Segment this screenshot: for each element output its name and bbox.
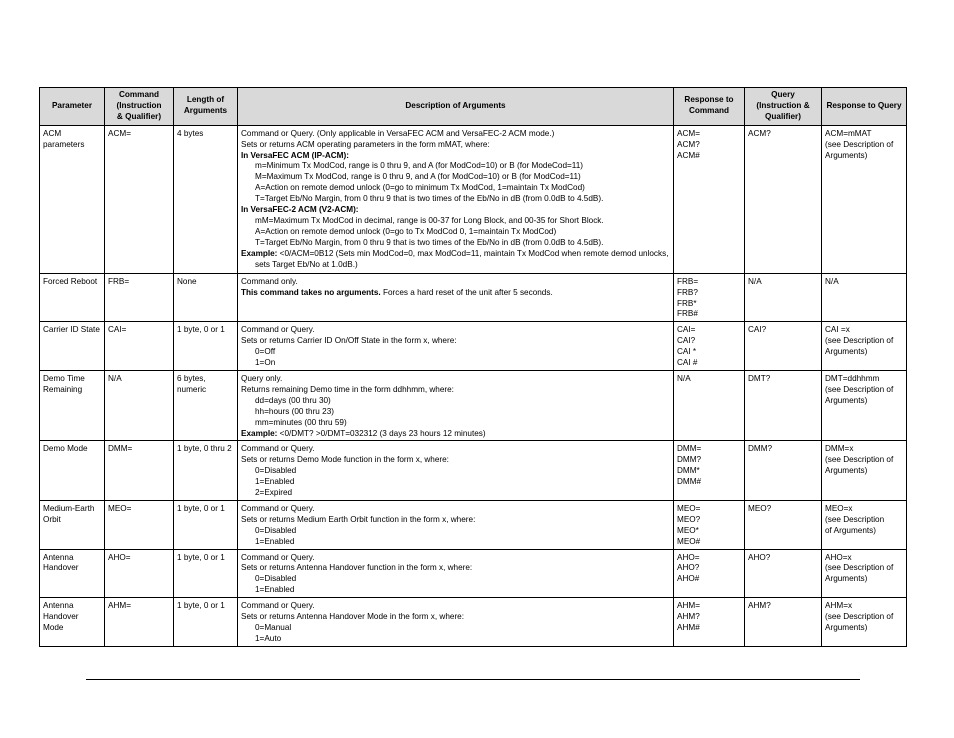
description-text: 1=Auto (255, 633, 282, 643)
response-to-query-cell-line: AHO=x (825, 552, 852, 562)
response-to-query-cell (822, 598, 907, 647)
length-cell: None (174, 273, 238, 322)
description-line (241, 151, 671, 162)
response-to-query-cell-line: Arguments) (825, 623, 868, 632)
description-text: sets Target Eb/No at 1.0dB.) (255, 259, 358, 269)
parameter-cell-line: Medium-Earth (43, 503, 95, 513)
header-response-to-query: Response to Query (822, 88, 907, 126)
parameter-cell (40, 370, 105, 440)
length-cell: 1 byte, 0 or 1 (174, 500, 238, 549)
response-to-command-cell-line: FRB* (677, 298, 697, 308)
description-text: Example: (241, 248, 278, 258)
response-to-command-cell-line: AHM# (677, 623, 700, 632)
description-line (241, 249, 671, 260)
response-to-command-cell-line: CAI * (677, 347, 697, 357)
description-text: Command or Query. (241, 601, 315, 611)
description-line (241, 407, 671, 418)
query-cell: AHM? (745, 598, 822, 647)
description-line (241, 205, 671, 216)
parameter-cell (40, 273, 105, 322)
parameter-cell-line: Antenna (43, 552, 74, 562)
description-text: Command or Query. (241, 503, 315, 513)
response-to-query-cell (822, 441, 907, 501)
command-cell: CAI= (105, 322, 174, 371)
description-line (241, 385, 671, 396)
description-line (241, 227, 671, 238)
parameter-cell-line: Demo Mode (43, 444, 88, 454)
response-to-command-cell-line: FRB= (677, 276, 699, 286)
description-text: mm=minutes (00 thru 59) (255, 417, 347, 427)
query-cell: CAI? (745, 322, 822, 371)
response-to-command-cell-line: AHO# (677, 574, 700, 584)
description-line (241, 488, 671, 499)
description-rest: Forces a hard reset of the unit after 5 seconds. (380, 287, 553, 297)
parameter-cell-line: Forced Reboot (43, 276, 98, 286)
length-cell: 1 byte, 0 thru 2 (174, 441, 238, 501)
description-text: T=Target Eb/No Margin, from 0 thru 9 that is two times of the Eb/No in dB (from 0.0dB to 4.5dB). (255, 194, 604, 204)
description-line (241, 444, 671, 455)
query-cell: ACM? (745, 125, 822, 273)
response-to-command-cell (674, 322, 745, 371)
response-to-query-cell-line: DMM=x (825, 444, 854, 454)
parameter-cell-line: Mode (43, 623, 64, 632)
length-cell: 1 byte, 0 or 1 (174, 322, 238, 371)
description-line (241, 537, 671, 548)
response-to-query-cell-line: DMT=ddhhmm (825, 373, 880, 383)
table-row (40, 273, 907, 322)
response-to-command-cell (674, 598, 745, 647)
command-cell: ACM= (105, 125, 174, 273)
description-line (241, 277, 671, 288)
description-text: dd=days (00 thru 30) (255, 395, 331, 405)
query-cell: DMT? (745, 370, 822, 440)
response-to-query-cell-line: ACM=mMAT (825, 128, 872, 138)
description-text: Command or Query. (241, 552, 315, 562)
header-length: Length of Arguments (174, 88, 238, 126)
description-text: mM=Maximum Tx ModCod in decimal, range is 00-37 for Long Block, and 00-35 for Short Block. (255, 215, 604, 225)
table-row (40, 500, 907, 549)
response-to-command-cell (674, 370, 745, 440)
description-text: Command or Query. (Only applicable in VersaFEC ACM and VersaFEC-2 ACM mode.) (241, 128, 555, 138)
query-cell: AHO? (745, 549, 822, 598)
description-text: Command only. (241, 276, 298, 286)
response-to-command-cell (674, 549, 745, 598)
response-to-command-cell-line: MEO* (677, 525, 699, 535)
description-line (241, 574, 671, 585)
description-line (241, 563, 671, 574)
description-text: 1=Enabled (255, 477, 295, 487)
description-line (241, 194, 671, 205)
length-cell: 1 byte, 0 or 1 (174, 549, 238, 598)
description-line (241, 288, 671, 299)
response-to-query-cell-line: (see Description of (825, 612, 894, 622)
response-to-command-cell (674, 273, 745, 322)
parameter-cell-line: Remaining (43, 384, 83, 394)
description-text: 0=Disabled (255, 574, 297, 584)
response-to-query-cell-line: N/A (825, 276, 839, 286)
response-to-command-cell-line: CAI # (677, 358, 698, 368)
parameter-cell-line: ACM (43, 128, 62, 138)
parameter-cell-line: Demo Time (43, 373, 85, 383)
description-line (241, 347, 671, 358)
parameter-cell-line: Handover (43, 563, 79, 573)
response-to-query-cell (822, 370, 907, 440)
response-to-query-cell-line: Arguments) (825, 347, 868, 357)
description-line (241, 336, 671, 347)
parameter-cell-line: parameters (43, 139, 85, 149)
response-to-query-cell-line: AHM=x (825, 601, 853, 611)
description-text: 0=Manual (255, 623, 292, 632)
response-to-query-cell-line: (see Description of (825, 139, 894, 149)
description-text: hh=hours (00 thru 23) (255, 406, 334, 416)
description-text: A=Action on remote demod unlock (0=go to minimum Tx ModCod, 1=maintain Tx ModCod) (255, 183, 585, 193)
description-text: 0=Disabled (255, 525, 297, 535)
description-line (241, 172, 671, 183)
description-text: 2=Expired (255, 488, 293, 498)
description-line (241, 526, 671, 537)
response-to-command-cell-line: DMM* (677, 466, 700, 476)
response-to-query-cell-line: Arguments) (825, 466, 868, 476)
description-text: Sets or returns Antenna Handover Mode in the form x, where: (241, 612, 464, 622)
table-row (40, 549, 907, 598)
response-to-query-cell (822, 322, 907, 371)
response-to-command-cell (674, 441, 745, 501)
parameter-cell (40, 549, 105, 598)
description-line (241, 325, 671, 336)
length-cell: 6 bytes, numeric (174, 370, 238, 440)
table-row (40, 441, 907, 501)
description-rest: <0/DMT? >0/DMT=032312 (3 days 23 hours 12 minutes) (277, 428, 486, 438)
description-line (241, 477, 671, 488)
parameter-cell-line: Antenna (43, 601, 74, 611)
description-cell (238, 500, 674, 549)
response-to-command-cell-line: ACM# (677, 150, 700, 160)
description-text: Sets or returns Antenna Handover function in the form x, where: (241, 563, 473, 573)
query-cell: N/A (745, 273, 822, 322)
description-cell (238, 125, 674, 273)
header-parameter: Parameter (40, 88, 105, 126)
parameter-cell (40, 125, 105, 273)
description-text: Sets or returns Medium Earth Orbit function in the form x, where: (241, 514, 476, 524)
response-to-query-cell (822, 273, 907, 322)
command-cell: AHO= (105, 549, 174, 598)
header-query: Query (Instruction & Qualifier) (745, 88, 822, 126)
description-text: Sets or returns Carrier ID On/Off State in the form x, where: (241, 336, 457, 346)
response-to-query-cell (822, 500, 907, 549)
response-to-query-cell-line: (see Description of (825, 336, 894, 346)
description-line (241, 374, 671, 385)
response-to-command-cell-line: CAI? (677, 336, 696, 346)
description-line (241, 183, 671, 194)
parameter-cell-line: Handover (43, 612, 79, 622)
response-to-command-cell-line: DMM? (677, 455, 702, 465)
description-line (241, 455, 671, 466)
description-text: Sets or returns ACM operating parameters in the form mMAT, where: (241, 139, 490, 149)
command-cell: AHM= (105, 598, 174, 647)
description-line (241, 634, 671, 645)
description-text: In VersaFEC ACM (IP-ACM): (241, 150, 349, 160)
description-line (241, 601, 671, 612)
description-line (241, 553, 671, 564)
parameter-cell-line: Carrier ID State (43, 325, 100, 335)
response-to-command-cell-line: AHM? (677, 612, 700, 622)
description-cell (238, 598, 674, 647)
response-to-command-cell-line: MEO# (677, 536, 701, 546)
header-description: Description of Arguments (238, 88, 674, 126)
description-line (241, 612, 671, 623)
description-text: Sets or returns Demo Mode function in the form x, where: (241, 455, 449, 465)
response-to-query-cell-line: (see Description of (825, 563, 894, 573)
description-line (241, 216, 671, 227)
description-cell (238, 370, 674, 440)
description-line (241, 585, 671, 596)
response-to-command-cell-line: MEO= (677, 503, 701, 513)
header-command: Command (Instruction & Qualifier) (105, 88, 174, 126)
description-line (241, 466, 671, 477)
table-body (40, 125, 907, 646)
description-cell (238, 549, 674, 598)
command-cell: DMM= (105, 441, 174, 501)
response-to-query-cell-line: (see Description (825, 514, 885, 524)
description-text: 1=Enabled (255, 536, 295, 546)
response-to-command-cell-line: MEO? (677, 514, 701, 524)
description-text: 0=Disabled (255, 466, 297, 476)
description-text: Returns remaining Demo time in the form ddhhmm, where: (241, 384, 454, 394)
command-table (39, 87, 907, 647)
description-text: In VersaFEC-2 ACM (V2-ACM): (241, 205, 359, 215)
description-line (241, 396, 671, 407)
command-cell: MEO= (105, 500, 174, 549)
response-to-query-cell-line: CAI =x (825, 325, 850, 335)
response-to-query-cell (822, 125, 907, 273)
description-cell (238, 441, 674, 501)
response-to-command-cell-line: ACM= (677, 128, 700, 138)
parameter-cell (40, 598, 105, 647)
query-cell: DMM? (745, 441, 822, 501)
response-to-command-cell-line: DMM= (677, 444, 702, 454)
description-text: M=Maximum Tx ModCod, range is 0 thru 9, and A (for ModCod=10) or B (for ModCod=11) (255, 172, 581, 182)
length-cell: 1 byte, 0 or 1 (174, 598, 238, 647)
parameter-cell (40, 500, 105, 549)
command-cell: N/A (105, 370, 174, 440)
parameter-cell (40, 441, 105, 501)
description-line (241, 260, 671, 271)
description-text: T=Target Eb/No Margin, from 0 thru 9 that is two times of the Eb/No in dB (from 0.0dB to 4.5dB). (255, 237, 604, 247)
description-line (241, 515, 671, 526)
response-to-command-cell-line: DMM# (677, 477, 702, 487)
description-line (241, 161, 671, 172)
response-to-command-cell-line: FRB? (677, 287, 698, 297)
response-to-command-cell-line: N/A (677, 373, 691, 383)
response-to-query-cell-line: (see Description of (825, 384, 894, 394)
description-line (241, 238, 671, 249)
description-line (241, 504, 671, 515)
response-to-command-cell (674, 125, 745, 273)
query-cell: MEO? (745, 500, 822, 549)
description-text: 1=Enabled (255, 585, 295, 595)
response-to-command-cell (674, 500, 745, 549)
description-line (241, 129, 671, 140)
response-to-query-cell-line: Arguments) (825, 574, 868, 584)
description-text: 0=Off (255, 347, 276, 357)
footer-rule (86, 679, 860, 680)
description-line (241, 623, 671, 634)
description-text: This command takes no arguments. (241, 287, 381, 297)
description-cell (238, 322, 674, 371)
response-to-command-cell-line: FRB# (677, 309, 698, 319)
description-line (241, 429, 671, 440)
response-to-query-cell-line: of Arguments) (825, 525, 876, 535)
response-to-command-cell-line: AHM= (677, 601, 700, 611)
table-row (40, 370, 907, 440)
command-cell: FRB= (105, 273, 174, 322)
description-text: Command or Query. (241, 325, 315, 335)
description-line (241, 358, 671, 369)
table-row (40, 598, 907, 647)
description-cell (238, 273, 674, 322)
description-line (241, 140, 671, 151)
response-to-command-cell-line: AHO= (677, 552, 700, 562)
response-to-command-cell-line: CAI= (677, 325, 696, 335)
table-row (40, 125, 907, 273)
description-text: A=Action on remote demod unlock (0=go to Tx ModCod 0, 1=maintain Tx ModCod) (255, 226, 557, 236)
response-to-command-cell-line: AHO? (677, 563, 700, 573)
description-text: Example: (241, 428, 278, 438)
description-text: m=Minimum Tx ModCod, range is 0 thru 9, and A (for ModCod=10) or B (for ModeCod=11) (255, 161, 584, 171)
description-text: 1=On (255, 358, 276, 368)
response-to-command-cell-line: ACM? (677, 139, 700, 149)
parameter-cell (40, 322, 105, 371)
header-row (40, 88, 907, 126)
description-text: Query only. (241, 373, 283, 383)
response-to-query-cell (822, 549, 907, 598)
response-to-query-cell-line: (see Description of (825, 455, 894, 465)
table-row (40, 322, 907, 371)
description-rest: <0/ACM=0B12 (Sets min ModCod=0, max ModCod=11, maintain Tx ModCod when remote demod unlocks, (277, 248, 669, 258)
length-cell: 4 bytes (174, 125, 238, 273)
description-text: Command or Query. (241, 444, 315, 454)
description-line (241, 418, 671, 429)
parameter-cell-line: Orbit (43, 514, 61, 524)
header-response-to-command: Response to Command (674, 88, 745, 126)
response-to-query-cell-line: Arguments) (825, 395, 868, 405)
response-to-query-cell-line: MEO=x (825, 503, 853, 513)
response-to-query-cell-line: Arguments) (825, 150, 868, 160)
